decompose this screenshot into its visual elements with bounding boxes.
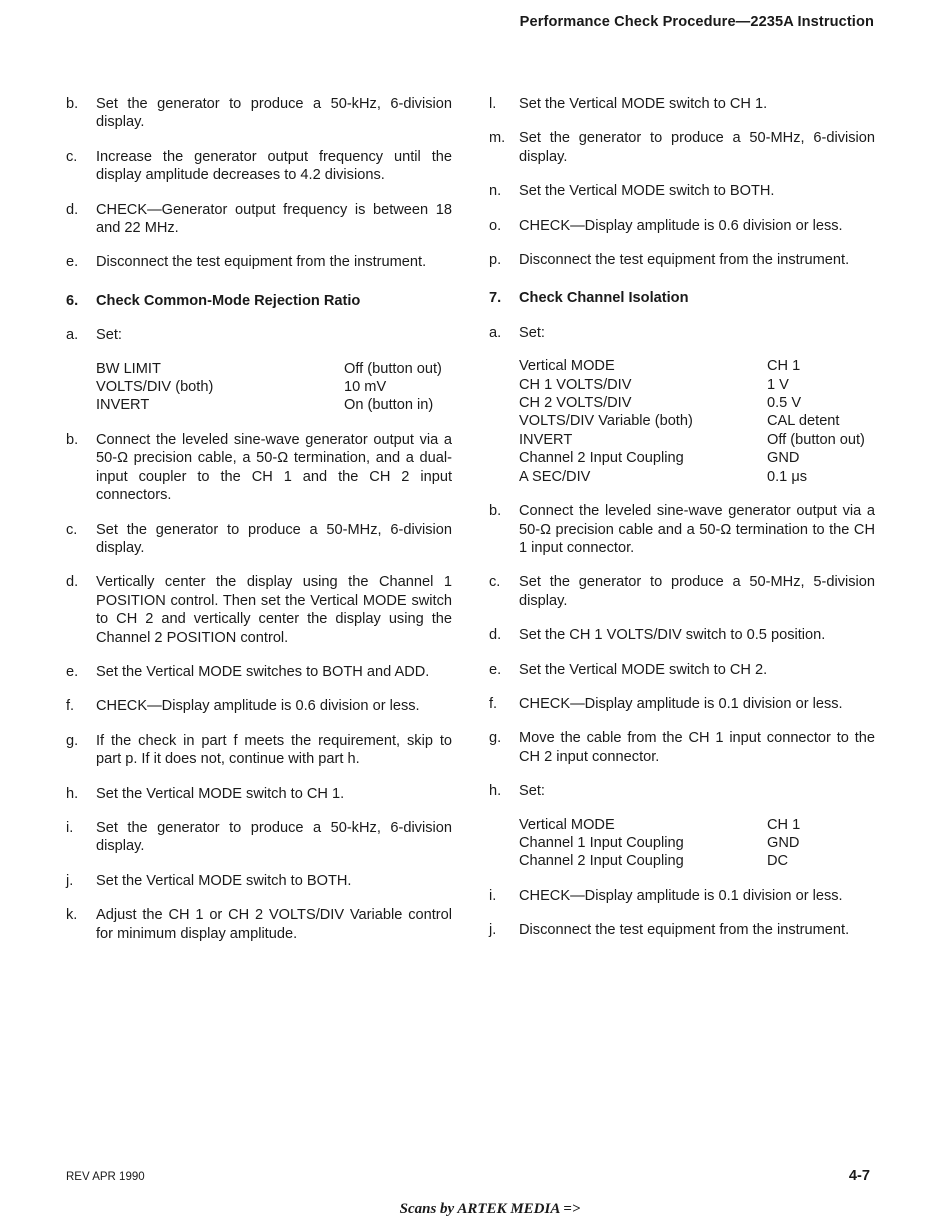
step-item — [489, 782, 875, 800]
step-label: m. — [489, 130, 506, 147]
step-text: Set the generator to produce a 50-MHz, 6-division display. — [519, 130, 875, 165]
setting-row — [519, 468, 875, 486]
step-item — [66, 431, 452, 505]
step-label: g. — [489, 730, 502, 747]
step-text: Set: — [96, 327, 122, 344]
step-item — [66, 521, 452, 558]
step-label: i. — [489, 887, 497, 904]
step-label: j. — [489, 922, 497, 939]
step-label: p. — [489, 252, 502, 269]
right-column — [489, 95, 875, 956]
setting-value: CH 1 — [767, 816, 801, 833]
setting-value: Off (button out) — [344, 360, 442, 377]
step-text: Disconnect the test equipment from the instrument. — [519, 922, 850, 939]
step-item — [489, 251, 875, 269]
step-text: CHECK—Display amplitude is 0.6 division or less. — [519, 217, 843, 234]
step-item — [489, 324, 875, 342]
step-label: l. — [489, 96, 497, 112]
section-number: 6. — [66, 292, 79, 309]
step-label: e. — [66, 254, 79, 271]
step-item — [489, 182, 875, 200]
step-item — [489, 573, 875, 610]
step-item — [489, 921, 875, 939]
setting-name: Vertical MODE — [519, 816, 615, 833]
step-text: Set the Vertical MODE switch to CH 1. — [96, 785, 345, 802]
step-item — [66, 663, 452, 681]
setting-value: Off (button out) — [767, 431, 865, 448]
step-text: Set the generator to produce a 50-kHz, 6-division display. — [96, 96, 452, 131]
step-text: Connect the leveled sine-wave generator output via a 50-Ω precision cable, a 50-Ω termination, and a dual-input coupler to the CH 1 and the CH 2 input connectors. — [96, 431, 452, 504]
setting-name: Channel 2 Input Coupling — [519, 853, 684, 870]
step-label: k. — [66, 907, 78, 924]
step-label: h. — [66, 785, 79, 802]
setting-row — [519, 412, 875, 430]
setting-name: BW LIMIT — [96, 360, 161, 377]
setting-row — [519, 431, 875, 449]
step-text: Set: — [519, 783, 545, 800]
setting-row — [519, 394, 875, 412]
section-number: 7. — [489, 290, 502, 307]
step-item — [66, 201, 452, 238]
setting-value: 1 V — [767, 376, 789, 393]
setting-value: CAL detent — [767, 413, 840, 430]
step-label: f. — [489, 695, 498, 712]
right-steps-mid — [489, 502, 875, 766]
setting-row — [519, 834, 875, 852]
step-label: d. — [489, 627, 502, 644]
step-text: Move the cable from the CH 1 input connector to the CH 2 input connector. — [519, 730, 875, 765]
step-label: d. — [66, 574, 79, 591]
step-item — [489, 661, 875, 679]
step-text: Set the Vertical MODE switch to CH 2. — [519, 661, 768, 678]
setting-name: Channel 1 Input Coupling — [519, 834, 684, 851]
step-text: Disconnect the test equipment from the instrument. — [519, 252, 850, 269]
setting-name: INVERT — [519, 431, 573, 448]
step-text: Set the Vertical MODE switches to BOTH and ADD. — [96, 663, 430, 680]
step-item — [66, 253, 452, 271]
step-item — [66, 819, 452, 856]
right-steps-after — [489, 887, 875, 940]
setting-value: GND — [767, 834, 800, 851]
step-label: f. — [66, 698, 75, 715]
step-text: Adjust the CH 1 or CH 2 VOLTS/DIV Variable control for minimum display amplitude. — [96, 907, 452, 942]
step-text: If the check in part f meets the requirement, skip to part p. If it does not, continue with part h. — [96, 732, 452, 768]
step-label: j. — [66, 872, 74, 889]
left-column — [66, 95, 452, 959]
settings-table-6a — [96, 360, 452, 415]
setting-value: 0.1 μs — [767, 468, 808, 485]
step-item — [66, 148, 452, 185]
step-text: Set the generator to produce a 50-MHz, 6-division display. — [96, 521, 452, 556]
setting-name: VOLTS/DIV Variable (both) — [519, 413, 693, 430]
step-text: Set the CH 1 VOLTS/DIV switch to 0.5 position. — [519, 627, 826, 644]
section-heading-6 — [66, 292, 452, 310]
settings-table-7h — [519, 816, 875, 871]
step-label: e. — [489, 661, 502, 678]
step-text: Disconnect the test equipment from the instrument. — [96, 254, 427, 271]
setting-row — [519, 449, 875, 467]
section-title: Check Common-Mode Rejection Ratio — [96, 292, 361, 309]
step-label: h. — [489, 783, 502, 800]
step-label: b. — [66, 96, 79, 112]
step-text: Set the generator to produce a 50-kHz, 6-division display. — [96, 819, 452, 855]
settings-table-7a — [519, 357, 875, 486]
step-text: Set the Vertical MODE switch to CH 1. — [519, 96, 768, 112]
setting-value: DC — [767, 853, 789, 870]
step-label: a. — [489, 324, 502, 341]
setting-name: CH 2 VOLTS/DIV — [519, 395, 632, 412]
setting-row — [96, 378, 452, 396]
step-label: b. — [489, 503, 502, 520]
step-item — [489, 95, 875, 113]
scan-credit: Scans by ARTEK MEDIA => — [399, 1201, 581, 1217]
step-label: d. — [66, 201, 79, 218]
step-item — [489, 729, 875, 766]
step-text: Set the generator to produce a 50-MHz, 5-division display. — [519, 574, 875, 609]
setting-row — [96, 360, 452, 378]
setting-name: A SEC/DIV — [519, 468, 591, 485]
setting-value: 10 mV — [344, 379, 387, 396]
step-label: c. — [66, 148, 78, 165]
step-item — [489, 217, 875, 235]
step-text: Set the Vertical MODE switch to BOTH. — [519, 183, 775, 200]
setting-value: On (button in) — [344, 397, 434, 414]
right-steps-before — [489, 95, 875, 269]
setting-value: CH 1 — [767, 358, 801, 375]
step-label: e. — [66, 663, 79, 680]
page-header: Performance Check Procedure—2235A Instruction — [519, 14, 874, 30]
setting-name: Vertical MODE — [519, 358, 615, 375]
step-item — [66, 732, 452, 769]
step-text: Set: — [519, 324, 545, 341]
step-item — [489, 887, 875, 905]
step-label: b. — [66, 431, 79, 448]
step-text: Connect the leveled sine-wave generator output via a 50-Ω precision cable and a 50-Ω termination to the CH 1 input connector. — [519, 503, 875, 556]
step-label: c. — [66, 521, 78, 538]
step-label: a. — [66, 327, 79, 344]
setting-row — [519, 357, 875, 375]
step-item — [66, 697, 452, 715]
step-text: CHECK—Display amplitude is 0.6 division or less. — [96, 698, 420, 715]
revision-date: REV APR 1990 — [66, 1171, 145, 1183]
setting-name: CH 1 VOLTS/DIV — [519, 376, 632, 393]
step-item — [66, 872, 452, 890]
left-steps-after — [66, 431, 452, 943]
step-label: o. — [489, 217, 502, 234]
step-item — [489, 129, 875, 166]
setting-name: Channel 2 Input Coupling — [519, 450, 684, 467]
step-label: i. — [66, 819, 74, 836]
step-text: CHECK—Display amplitude is 0.1 division or less. — [519, 887, 843, 904]
setting-value: GND — [767, 450, 800, 467]
step-item — [66, 785, 452, 803]
page-number: 4-7 — [848, 1168, 870, 1184]
step-text: Vertically center the display using the Channel 1 POSITION control. Then set the Vertical MODE switch to CH 2 and vertically center the display using the Channel 2 POSITION control. — [96, 574, 452, 646]
step-item — [66, 95, 452, 132]
step-item — [489, 695, 875, 713]
setting-value: 0.5 V — [767, 395, 802, 412]
setting-row — [519, 816, 875, 834]
step-item — [66, 326, 452, 344]
step-text: Increase the generator output frequency until the display amplitude decreases to 4.2 divisions. — [96, 148, 452, 184]
step-text: Set the Vertical MODE switch to BOTH. — [96, 872, 352, 889]
step-item — [489, 502, 875, 557]
step-item — [489, 626, 875, 644]
setting-name: INVERT — [96, 397, 150, 414]
setting-name: VOLTS/DIV (both) — [96, 379, 214, 396]
step-text: CHECK—Generator output frequency is between 18 and 22 MHz. — [96, 201, 452, 237]
step-label: c. — [489, 574, 501, 591]
setting-row — [519, 852, 875, 870]
setting-row — [519, 376, 875, 394]
step-label: g. — [66, 732, 79, 749]
left-steps-before — [66, 95, 452, 272]
section-heading-7 — [489, 289, 875, 307]
step-label: n. — [489, 183, 502, 200]
step-item — [66, 906, 452, 943]
section-title: Check Channel Isolation — [519, 290, 689, 307]
step-text: CHECK—Display amplitude is 0.1 division or less. — [519, 695, 843, 712]
setting-row — [96, 396, 452, 414]
step-item — [66, 573, 452, 647]
